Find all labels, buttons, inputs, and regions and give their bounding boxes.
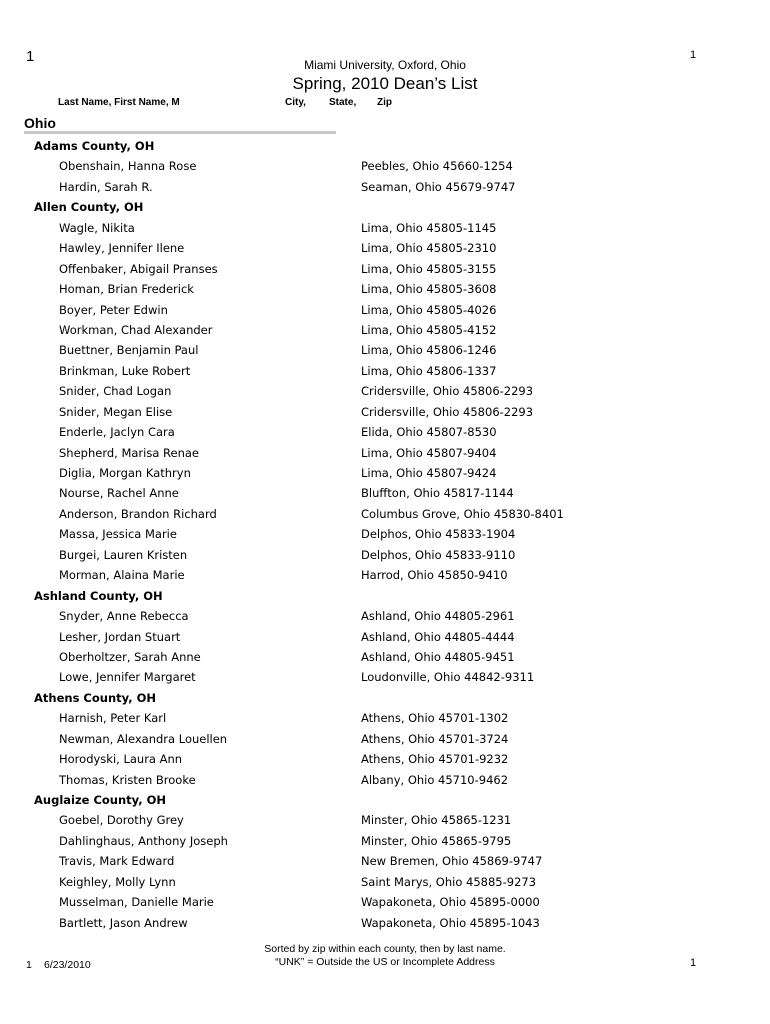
column-header-zip: Zip [377,97,392,108]
student-address: Wapakoneta, Ohio 45895-0000 [361,895,540,910]
student-name: Massa, Jessica Marie [59,527,177,542]
student-name: Obenshain, Hanna Rose [59,159,197,174]
student-address: Lima, Ohio 45805-3608 [361,282,497,297]
student-name: Horodyski, Laura Ann [59,752,183,767]
student-address: Lima, Ohio 45805-1145 [361,220,497,235]
student-address: Loudonville, Ohio 44842-9311 [361,670,535,685]
student-address: Minster, Ohio 45865-9795 [361,833,512,848]
student-name: Thomas, Kristen Brooke [59,772,196,787]
student-row [0,259,770,279]
student-address: Albany, Ohio 45710-9462 [361,772,509,787]
student-name: Brinkman, Luke Robert [59,363,191,378]
student-address: Bluffton, Ohio 45817-1144 [361,486,514,501]
student-address: Lima, Ohio 45807-9424 [361,466,497,480]
student-name: Lesher, Jordan Stuart [59,629,181,644]
student-address: Harrod, Ohio 45850-9410 [361,568,508,583]
county-heading: Adams County, OH [34,139,155,153]
deans-list [0,136,770,933]
footer-page-number-left: 1 [26,959,32,971]
page-number-top-right: 1 [690,49,697,61]
student-address: Elida, Ohio 45807-8530 [361,425,497,440]
student-name: Hawley, Jennifer Ilene [59,241,185,256]
student-name: Boyer, Peter Edwin [59,302,168,317]
student-row [0,402,770,422]
student-address: New Bremen, Ohio 45869-9747 [361,854,543,869]
student-name: Musselman, Danielle Marie [59,895,214,910]
student-row [0,545,770,565]
student-name: Harnish, Peter Karl [59,711,167,726]
student-row [0,565,770,585]
student-row [0,279,770,299]
student-row [0,708,770,728]
student-row [0,524,770,544]
student-row [0,218,770,238]
student-name: Offenbaker, Abigail Pranses [59,261,218,276]
student-address: Minster, Ohio 45865-1231 [361,813,512,828]
student-address: Lima, Ohio 45805-2310 [361,241,497,256]
state-divider [24,131,336,134]
student-address: Lima, Ohio 45806-1337 [361,363,497,378]
student-address: Lima, Ohio 45806-1246 [361,343,497,358]
student-name: Morman, Alaina Marie [59,568,185,583]
student-row [0,443,770,463]
student-row [0,729,770,749]
student-name: Newman, Alexandra Louellen [59,731,228,746]
student-address: Lima, Ohio 45805-4026 [361,302,497,317]
student-address: Lima, Ohio 45805-4152 [361,322,497,337]
student-address: Columbus Grove, Ohio 45830-8401 [361,506,564,521]
student-address: Ashland, Ohio 44805-9451 [361,649,515,664]
student-name: Hardin, Sarah R. [59,179,153,194]
student-address: Athens, Ohio 45701-1302 [361,711,509,726]
county-heading: Allen County, OH [34,200,144,215]
student-address: Lima, Ohio 45805-3155 [361,261,497,276]
student-row [0,606,770,626]
student-row [0,913,770,933]
student-name: Snider, Chad Logan [59,384,172,399]
student-address: Peebles, Ohio 45660-1254 [361,159,513,174]
student-row [0,381,770,401]
student-name: Diglia, Morgan Kathryn [59,466,191,480]
student-name: Wagle, Nikita [59,220,135,235]
student-row [0,361,770,381]
student-name: Snider, Megan Elise [59,404,173,419]
student-row [0,483,770,503]
student-row [0,422,770,442]
student-name: Buettner, Benjamin Paul [59,343,199,358]
student-address: Athens, Ohio 45701-3724 [361,731,509,746]
footer-sort-note: Sorted by zip within each county, then by last name. [264,943,506,955]
footer-unk-note: “UNK” = Outside the US or Incomplete Address [275,956,495,968]
student-name: Enderle, Jaclyn Cara [59,425,175,440]
student-address: Wapakoneta, Ohio 45895-1043 [361,915,540,930]
student-row [0,810,770,830]
student-address: Seaman, Ohio 45679-9747 [361,179,516,194]
student-name: Burgei, Lauren Kristen [59,547,188,562]
student-address: Cridersville, Ohio 45806-2293 [361,404,534,419]
student-row [0,831,770,851]
student-name: Shepherd, Marisa Renae [59,445,200,460]
student-row [0,340,770,360]
student-row [0,463,770,483]
student-name: Oberholtzer, Sarah Anne [59,649,201,664]
student-name: Travis, Mark Edward [59,854,175,869]
university-name: Miami University, Oxford, Ohio [304,58,466,72]
student-name: Bartlett, Jason Andrew [59,915,188,930]
student-row [0,647,770,667]
student-row [0,177,770,197]
student-address: Delphos, Ohio 45833-1904 [361,527,516,542]
student-row [0,238,770,258]
state-heading: Ohio [24,115,56,131]
student-address: Ashland, Ohio 44805-4444 [361,629,515,644]
student-row [0,504,770,524]
student-row [0,300,770,320]
student-row [0,627,770,647]
student-row [0,320,770,340]
student-address: Saint Marys, Ohio 45885-9273 [361,874,537,889]
county-heading: Auglaize County, OH [34,793,167,807]
student-name: Goebel, Dorothy Grey [59,813,184,828]
student-row [0,892,770,912]
column-header-state: State, [329,97,357,108]
student-name: Homan, Brian Frederick [59,282,194,297]
student-row [0,770,770,790]
student-name: Workman, Chad Alexander [59,322,213,337]
page-title: Spring, 2010 Dean’s List [292,74,478,93]
student-row [0,156,770,176]
county-heading: Ashland County, OH [34,588,163,603]
student-address: Lima, Ohio 45807-9404 [361,445,497,460]
student-row [0,872,770,892]
student-name: Snyder, Anne Rebecca [59,609,189,624]
page-number-top-left: 1 [26,48,35,65]
student-address: Ashland, Ohio 44805-2961 [361,609,515,624]
student-name: Dahlinghaus, Anthony Joseph [59,833,228,848]
student-name: Lowe, Jennifer Margaret [59,670,196,685]
student-row [0,851,770,871]
student-name: Nourse, Rachel Anne [59,486,179,501]
student-name: Anderson, Brandon Richard [59,506,217,521]
student-row [0,749,770,769]
column-header-city: City, [285,97,306,108]
student-address: Cridersville, Ohio 45806-2293 [361,384,534,399]
county-heading: Athens County, OH [34,690,157,705]
student-address: Athens, Ohio 45701-9232 [361,752,509,767]
column-header-name: Last Name, First Name, M [58,97,180,108]
student-row [0,667,770,687]
student-name: Keighley, Molly Lynn [59,874,176,889]
footer-date: 6/23/2010 [44,959,91,971]
student-address: Delphos, Ohio 45833-9110 [361,547,516,562]
footer-page-number-right: 1 [690,957,697,969]
